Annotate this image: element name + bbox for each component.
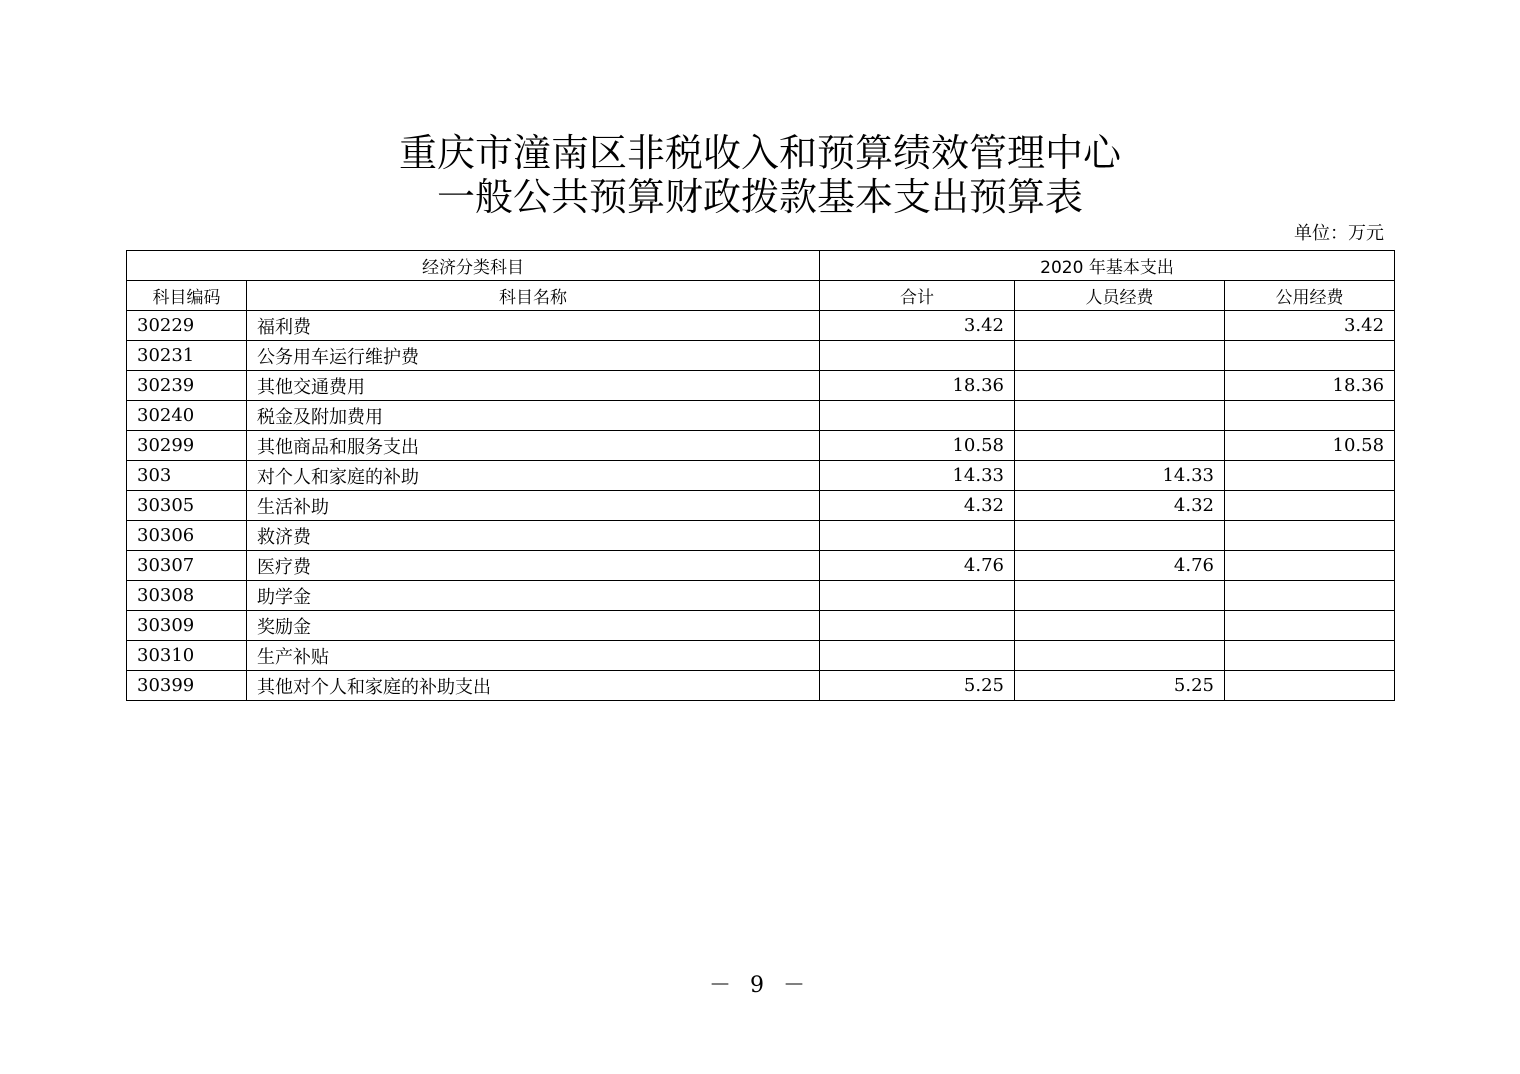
- code-cell: 30299: [127, 431, 247, 461]
- table-body: [127, 311, 1395, 701]
- code-cell: 30309: [127, 611, 247, 641]
- table-row: [127, 671, 1395, 701]
- total-cell: [820, 401, 1015, 431]
- table-row: [127, 551, 1395, 581]
- page-number: － 9 －: [709, 973, 811, 998]
- table-row: [127, 401, 1395, 431]
- code-cell: 30399: [127, 671, 247, 701]
- name-cell: 救济费: [247, 521, 820, 551]
- total-cell: 3.42: [820, 311, 1015, 341]
- public-cell: [1225, 341, 1395, 371]
- public-cell: 10.58: [1225, 431, 1395, 461]
- public-cell: [1225, 641, 1395, 671]
- public-cell: [1225, 671, 1395, 701]
- total-cell: [820, 641, 1015, 671]
- table-row: [127, 581, 1395, 611]
- table-row: [127, 341, 1395, 371]
- total-cell: 4.32: [820, 491, 1015, 521]
- name-cell: 其他交通费用: [247, 371, 820, 401]
- personnel-cell: [1015, 341, 1225, 371]
- total-cell: [820, 521, 1015, 551]
- document-title-line2: 一般公共预算财政拨款基本支出预算表: [436, 175, 1083, 219]
- total-cell: [820, 581, 1015, 611]
- personnel-cell: [1015, 371, 1225, 401]
- table-row: [127, 521, 1395, 551]
- name-cell: 生活补助: [247, 491, 820, 521]
- personnel-cell: [1015, 401, 1225, 431]
- name-cell: 医疗费: [247, 551, 820, 581]
- name-cell: 奖励金: [247, 611, 820, 641]
- name-cell: 其他对个人和家庭的补助支出: [247, 671, 820, 701]
- column-header-row: [127, 281, 1395, 311]
- public-cell: [1225, 461, 1395, 491]
- name-cell: 助学金: [247, 581, 820, 611]
- code-cell: 30305: [127, 491, 247, 521]
- name-cell: 福利费: [247, 311, 820, 341]
- code-column-header: 科目编码: [127, 281, 247, 311]
- table-row: [127, 491, 1395, 521]
- code-cell: 30306: [127, 521, 247, 551]
- group-header-row: [127, 251, 1395, 281]
- total-cell: 5.25: [820, 671, 1015, 701]
- total-cell: 14.33: [820, 461, 1015, 491]
- basic-expense-header: 2020 年基本支出: [820, 251, 1395, 281]
- public-cell: 3.42: [1225, 311, 1395, 341]
- table-row: [127, 641, 1395, 671]
- personnel-cell: [1015, 611, 1225, 641]
- personnel-cell: 4.32: [1015, 491, 1225, 521]
- personnel-cell: [1015, 581, 1225, 611]
- code-cell: 30229: [127, 311, 247, 341]
- public-cell: [1225, 611, 1395, 641]
- public-cell: [1225, 401, 1395, 431]
- total-cell: [820, 611, 1015, 641]
- table-row: [127, 611, 1395, 641]
- public-cell: [1225, 551, 1395, 581]
- public-column-header: 公用经费: [1225, 281, 1395, 311]
- table-row: [127, 371, 1395, 401]
- total-cell: 10.58: [820, 431, 1015, 461]
- code-cell: 303: [127, 461, 247, 491]
- economic-category-header: 经济分类科目: [127, 251, 820, 281]
- budget-table: [126, 250, 1395, 701]
- personnel-cell: [1015, 311, 1225, 341]
- public-cell: [1225, 581, 1395, 611]
- table-row: [127, 311, 1395, 341]
- personnel-cell: [1015, 521, 1225, 551]
- unit-label: 单位：万元: [1294, 223, 1384, 244]
- personnel-cell: [1015, 431, 1225, 461]
- personnel-cell: 5.25: [1015, 671, 1225, 701]
- public-cell: [1225, 491, 1395, 521]
- name-cell: 公务用车运行维护费: [247, 341, 820, 371]
- public-cell: 18.36: [1225, 371, 1395, 401]
- total-column-header: 合计: [820, 281, 1015, 311]
- code-cell: 30310: [127, 641, 247, 671]
- personnel-column-header: 人员经费: [1015, 281, 1225, 311]
- table-row: [127, 431, 1395, 461]
- name-cell: 其他商品和服务支出: [247, 431, 820, 461]
- name-cell: 对个人和家庭的补助: [247, 461, 820, 491]
- table-row: [127, 461, 1395, 491]
- name-cell: 生产补贴: [247, 641, 820, 671]
- public-cell: [1225, 521, 1395, 551]
- code-cell: 30308: [127, 581, 247, 611]
- document-title-line1: 重庆市潼南区非税收入和预算绩效管理中心: [398, 131, 1121, 175]
- personnel-cell: [1015, 641, 1225, 671]
- code-cell: 30307: [127, 551, 247, 581]
- personnel-cell: 14.33: [1015, 461, 1225, 491]
- code-cell: 30240: [127, 401, 247, 431]
- total-cell: 18.36: [820, 371, 1015, 401]
- name-cell: 税金及附加费用: [247, 401, 820, 431]
- code-cell: 30239: [127, 371, 247, 401]
- total-cell: 4.76: [820, 551, 1015, 581]
- total-cell: [820, 341, 1015, 371]
- personnel-cell: 4.76: [1015, 551, 1225, 581]
- name-column-header: 科目名称: [247, 281, 820, 311]
- code-cell: 30231: [127, 341, 247, 371]
